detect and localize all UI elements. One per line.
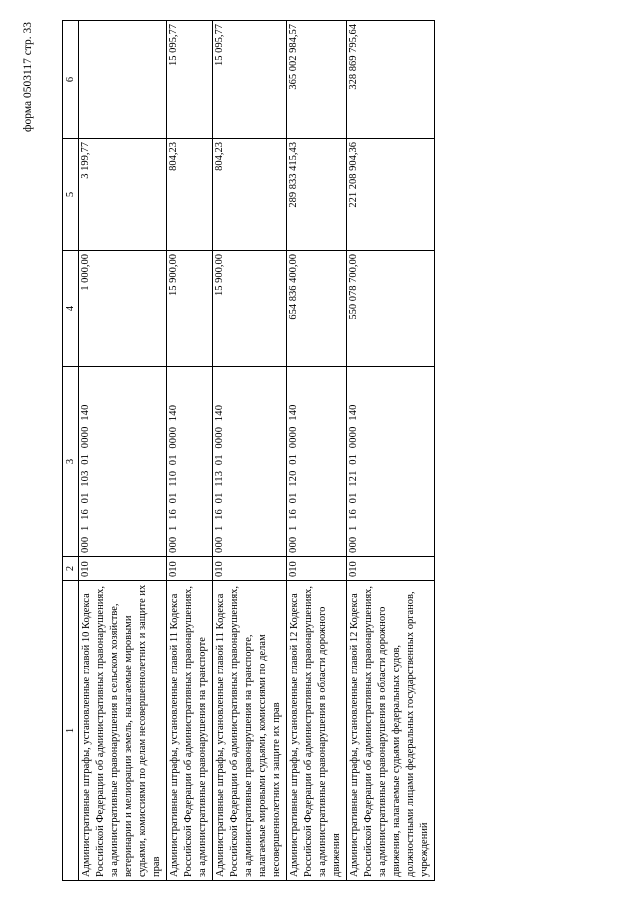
row-name: Административные штрафы, установленные главой 12 Кодекса Российской Федерации об административных правонарушениях, за административные правонарушения в области дорожного движения: [287, 581, 347, 881]
row-income-code: 000 1 16 01 103 01 0000 140: [79, 367, 167, 557]
row-unexecuted: 15 095,77: [167, 21, 213, 139]
row-executed: 3 199,77: [79, 139, 167, 251]
row-unexecuted: [79, 21, 167, 139]
column-header-5: 5: [63, 139, 79, 251]
row-line-code: 010: [79, 557, 167, 581]
row-unexecuted: 328 869 795,64: [347, 21, 435, 139]
form-reference: форма 0503117 стр. 33: [22, 22, 34, 132]
row-executed: 289 833 415,43: [287, 139, 347, 251]
row-approved: 654 836 400,00: [287, 251, 347, 367]
row-unexecuted: 365 002 984,57: [287, 21, 347, 139]
row-executed: 804,23: [167, 139, 213, 251]
row-income-code: 000 1 16 01 113 01 0000 140: [213, 367, 287, 557]
row-line-code: 010: [213, 557, 287, 581]
row-name: Административные штрафы, установленные главой 10 Кодекса Российской Федерации об административных правонарушениях, за административные правонарушения в сельском хозяйстве, ветеринарии и мелиорации земель, налагаемые мировыми судьями, комиссиями по делам несовершеннолетних и защите их прав: [79, 581, 167, 881]
column-header-4: 4: [63, 251, 79, 367]
table-row: [213, 21, 287, 881]
row-approved: 15 900,00: [167, 251, 213, 367]
table-row: [79, 21, 167, 881]
row-line-code: 010: [167, 557, 213, 581]
row-approved: 1 000,00: [79, 251, 167, 367]
column-header-1: 1: [63, 581, 79, 881]
row-approved: 15 900,00: [213, 251, 287, 367]
row-income-code: 000 1 16 01 120 01 0000 140: [287, 367, 347, 557]
row-executed: 221 208 904,36: [347, 139, 435, 251]
row-line-code: 010: [347, 557, 435, 581]
table-row: [287, 21, 347, 881]
row-executed: 804,23: [213, 139, 287, 251]
table-row: [167, 21, 213, 881]
row-income-code: 000 1 16 01 121 01 0000 140: [347, 367, 435, 557]
row-name: Административные штрафы, установленные главой 11 Кодекса Российской Федерации об административных правонарушениях, за административные правонарушения на транспорте: [167, 581, 213, 881]
row-income-code: 000 1 16 01 110 01 0000 140: [167, 367, 213, 557]
row-approved: 550 078 700,00: [347, 251, 435, 367]
table-row: [347, 21, 435, 881]
row-name: Административные штрафы, установленные главой 11 Кодекса Российской Федерации об административных правонарушениях, за административные правонарушения на транспорте, налагаемые мировыми судьями, комиссиями по делам несовершеннолетних и защите их прав: [213, 581, 287, 881]
row-name: Административные штрафы, установленные главой 12 Кодекса Российской Федерации об административных правонарушениях, за административные правонарушения в области дорожного движения, налагаемые судьями федеральных судов, должностными лицами федеральных государственных органов, учреждений: [347, 581, 435, 881]
column-header-3: 3: [63, 367, 79, 557]
row-unexecuted: 15 095,77: [213, 21, 287, 139]
column-header-6: 6: [63, 21, 79, 139]
column-number-row: [63, 21, 79, 881]
column-header-2: 2: [63, 557, 79, 581]
row-line-code: 010: [287, 557, 347, 581]
revenue-table: [62, 20, 435, 881]
